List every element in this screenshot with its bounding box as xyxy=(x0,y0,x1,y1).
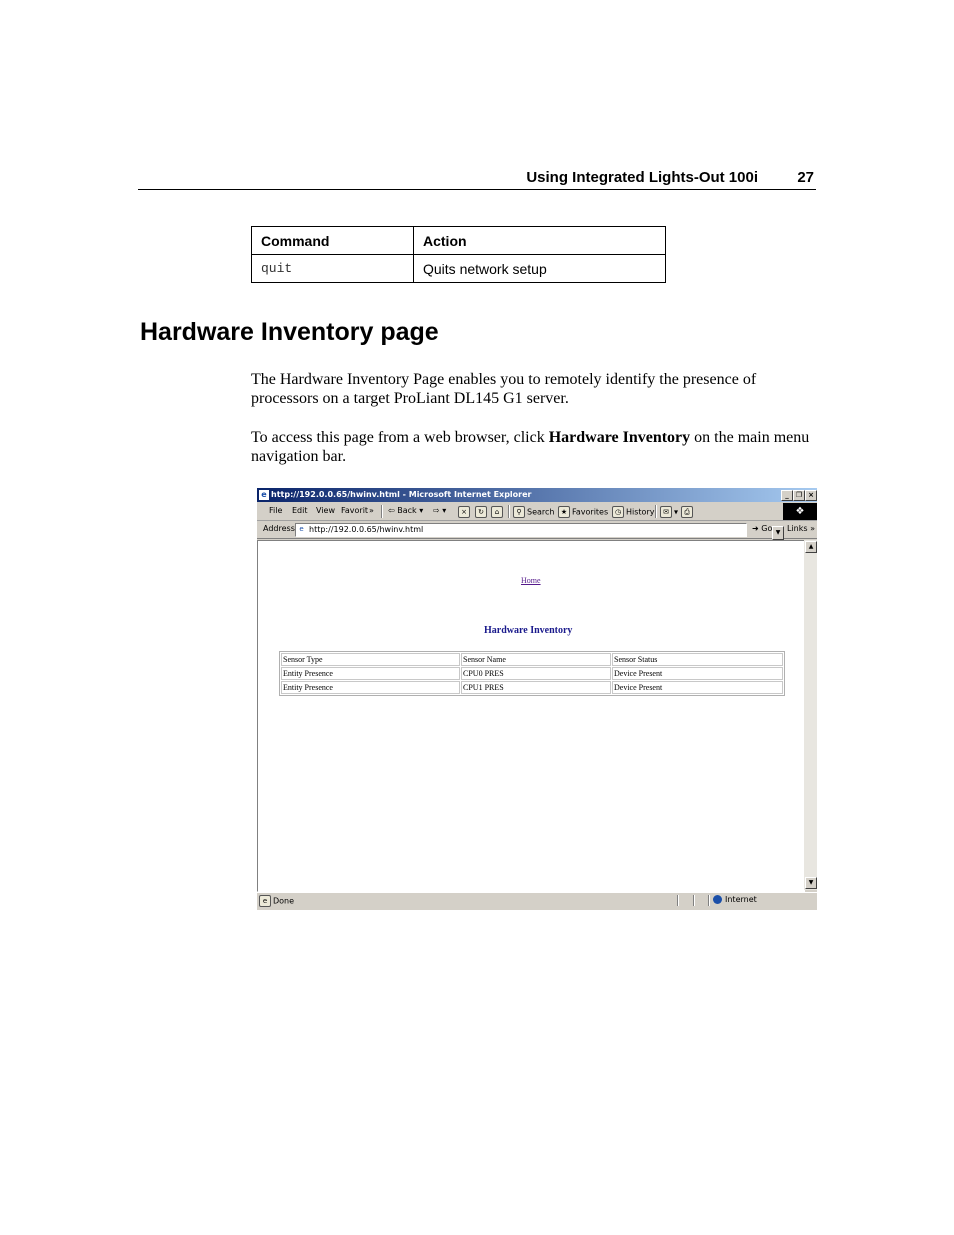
access-paragraph xyxy=(251,428,816,466)
access-paragraph-prefix: To access this page from a web browser, click xyxy=(251,429,549,446)
running-header-title: Using Integrated Lights-Out 100i xyxy=(526,169,758,186)
section-title: Hardware Inventory page xyxy=(140,318,439,346)
history-button[interactable] xyxy=(612,506,654,518)
sensor-name-cell: CPU0 PRES xyxy=(461,667,611,680)
table-row xyxy=(281,681,783,694)
browser-titlebar xyxy=(257,488,817,502)
browser-window-title: http://192.0.0.65/hwinv.html - Microsoft Internet Explorer xyxy=(271,490,532,499)
hardware-inventory-heading: Hardware Inventory xyxy=(484,625,573,636)
browser-screenshot xyxy=(257,488,817,910)
links-button[interactable]: Links » xyxy=(787,524,815,533)
page-icon: e xyxy=(299,525,304,533)
command-table-header-row xyxy=(252,227,666,255)
back-arrow-icon: ⇦ xyxy=(388,506,395,515)
status-done-label: Done xyxy=(273,896,295,906)
status-text xyxy=(259,895,294,907)
access-paragraph-bold: Hardware Inventory xyxy=(548,429,691,446)
address-label: Address xyxy=(263,524,295,533)
address-value: http://192.0.0.65/hwinv.html xyxy=(309,525,424,534)
stop-icon[interactable]: × xyxy=(458,506,472,518)
command-column-header: Command xyxy=(252,227,414,255)
browser-viewport xyxy=(257,540,805,892)
address-bar xyxy=(257,521,817,539)
scroll-down-icon[interactable]: ▼ xyxy=(805,877,817,889)
search-button[interactable] xyxy=(513,506,554,518)
favorites-icon: ★ xyxy=(558,506,570,518)
home-link[interactable]: Home xyxy=(521,576,541,585)
status-bar xyxy=(257,892,817,907)
vertical-scrollbar[interactable] xyxy=(804,540,817,890)
running-header xyxy=(138,167,816,190)
go-arrow-icon: ➜ xyxy=(752,524,759,533)
favorites-button[interactable] xyxy=(558,506,608,518)
sensor-name-header: Sensor Name xyxy=(461,653,611,666)
address-dropdown-icon[interactable]: ▼ xyxy=(772,526,784,540)
sensor-status-header: Sensor Status xyxy=(612,653,783,666)
menu-edit[interactable]: Edit xyxy=(292,506,308,515)
intro-paragraph: The Hardware Inventory Page enables you to remotely identify the presence of processors on a target ProLiant DL145 G1 server. xyxy=(251,371,757,407)
menu-toolbar-bar xyxy=(257,503,817,521)
action-column-header: Action xyxy=(414,227,666,255)
restore-icon[interactable]: ❐ xyxy=(793,490,805,501)
sensor-type-cell: Entity Presence xyxy=(281,681,460,694)
hardware-inventory-table xyxy=(279,651,785,696)
search-label: Search xyxy=(527,507,555,517)
go-label: Go xyxy=(761,524,773,533)
toolbar-separator xyxy=(508,505,510,518)
mail-icon[interactable]: ✉ ▾ xyxy=(660,506,678,518)
go-button[interactable] xyxy=(752,524,772,533)
history-label: History xyxy=(626,507,655,517)
sensor-status-cell: Device Present xyxy=(612,681,783,694)
status-separator xyxy=(693,895,695,906)
page-done-icon: e xyxy=(259,895,271,907)
page-number: 27 xyxy=(797,169,814,186)
status-separator xyxy=(708,895,710,906)
chevron-right-icon[interactable]: » xyxy=(369,506,374,515)
globe-icon xyxy=(713,895,722,904)
forward-icon[interactable]: ⇨ ▾ xyxy=(433,506,447,515)
close-icon[interactable]: × xyxy=(805,490,817,501)
print-icon[interactable]: ⎙ xyxy=(681,506,695,518)
history-icon: ◷ xyxy=(612,506,624,518)
minimize-icon[interactable]: _ xyxy=(781,490,793,501)
sensor-type-header: Sensor Type xyxy=(281,653,460,666)
back-button[interactable]: ⇦ Back ▾ xyxy=(388,506,424,515)
command-table xyxy=(251,226,666,283)
access-paragraph-suffix: on the main menu navigation bar. xyxy=(251,429,810,465)
back-label: Back xyxy=(397,506,417,515)
status-separator xyxy=(677,895,679,906)
home-icon[interactable]: ⌂ xyxy=(491,506,505,518)
action-cell: Quits network setup xyxy=(414,255,666,283)
menu-file[interactable]: File xyxy=(269,506,283,515)
menu-view[interactable]: View xyxy=(316,506,335,515)
links-label: Links xyxy=(787,524,808,533)
toolbar-separator xyxy=(655,505,657,518)
security-zone xyxy=(713,895,757,904)
windows-logo-icon: ❖ xyxy=(783,503,817,520)
table-header-row xyxy=(281,653,783,666)
sensor-status-cell: Device Present xyxy=(612,667,783,680)
favorites-label: Favorites xyxy=(572,507,609,517)
table-row xyxy=(281,667,783,680)
command-cell: quit xyxy=(252,255,414,283)
scroll-up-icon[interactable]: ▲ xyxy=(805,541,817,553)
security-zone-label: Internet xyxy=(725,895,757,904)
sensor-type-cell: Entity Presence xyxy=(281,667,460,680)
sensor-name-cell: CPU1 PRES xyxy=(461,681,611,694)
refresh-icon[interactable]: ↻ xyxy=(475,506,489,518)
search-icon: ⚲ xyxy=(513,506,525,518)
toolbar-separator xyxy=(381,505,383,518)
table-row xyxy=(252,255,666,283)
ie-icon: e xyxy=(259,490,269,500)
menu-favorites[interactable]: Favorit xyxy=(341,506,369,515)
